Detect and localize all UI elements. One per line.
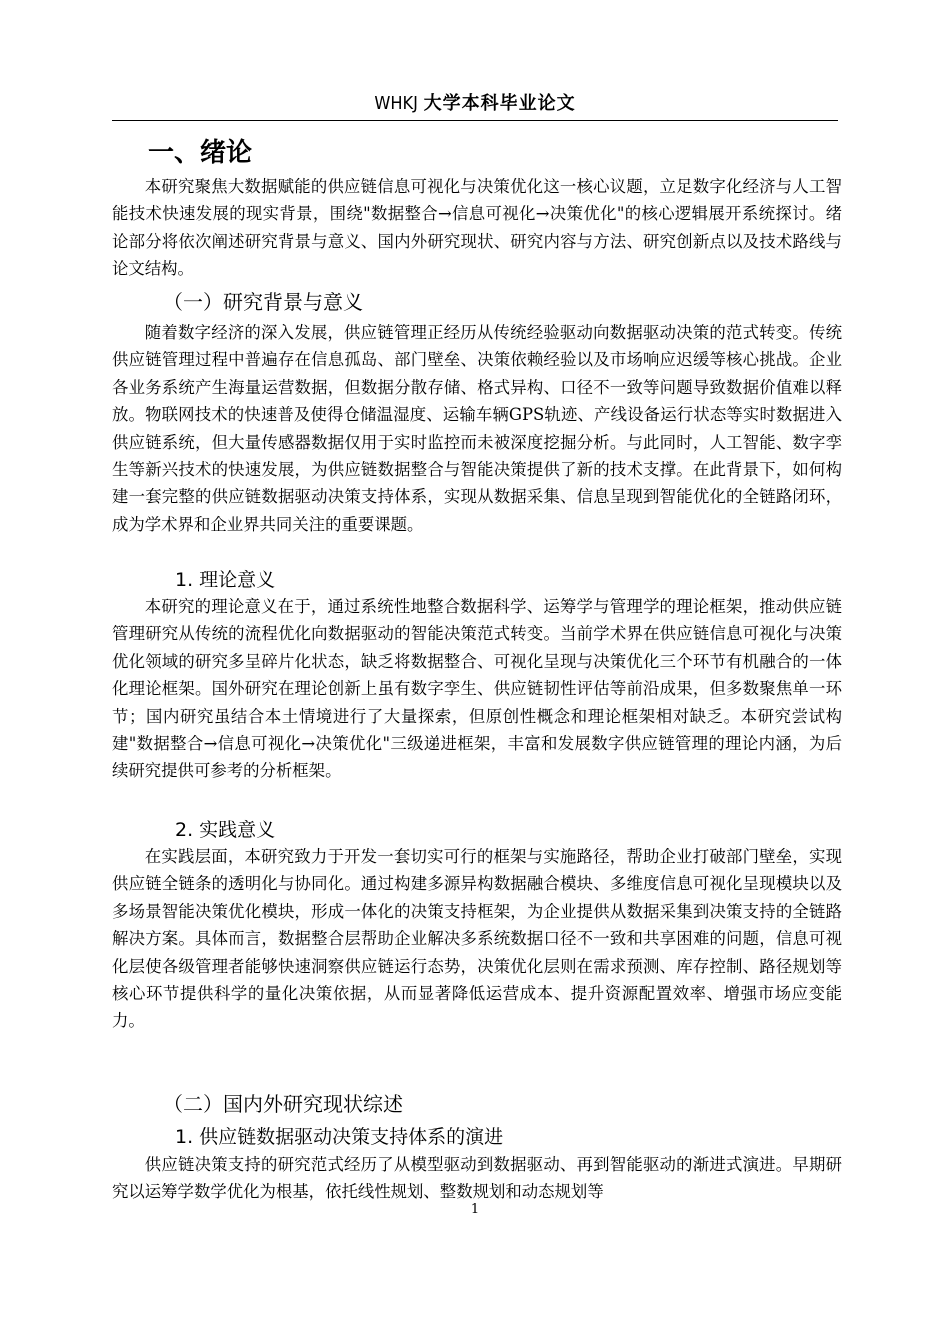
- page-header: [112, 88, 838, 121]
- section-2-title: （二）国内外研究现状综述: [163, 1092, 403, 1116]
- section-1-sub2-title: 2. 实践意义: [175, 819, 276, 841]
- section-1-sub2-paragraph-text: 在实践层面，本研究致力于开发一套切实可行的框架与实施路径，帮助企业打破部门壁垒，实现供应链全链条的透明化与协同化。通过构建多源异构数据融合模块、多维度信息可视化呈现模块以及多场景智能决策优化模块，形成一体化的决策支持框架，为企业提供从数据采集到决策支持的全链路解决方案。具体而言，数据整合层帮助企业解决多系统数据口径不一致和共享困难的问题，信息可视化层使各级管理者能够快速洞察供应链运行态势，决策优化层则在需求预测、库存控制、路径规划等核心环节提供科学的量化决策依据，从而显著降低运营成本、提升资源配置效率、增强市场应变能力。: [112, 847, 842, 1031]
- page-number: 1: [470, 1202, 480, 1217]
- intro-paragraph: [112, 173, 842, 283]
- section-2-sub1-title: 1. 供应链数据驱动决策支持体系的演进: [175, 1126, 504, 1148]
- section-1-sub2-paragraph: [112, 843, 842, 1035]
- intro-paragraph-text: 本研究聚焦大数据赋能的供应链信息可视化与决策优化这一核心议题，立足数字化经济与人工智能技术快速发展的现实背景，围绕"数据整合→信息可视化→决策优化"的核心逻辑展开系统探讨。绪论部分将依次阐述研究背景与意义、国内外研究现状、研究内容与方法、研究创新点以及技术路线与论文结构。: [112, 177, 842, 279]
- section-1-sub1-title: 1. 理论意义: [175, 569, 276, 591]
- header-title: 大学本科毕业论文: [423, 93, 576, 114]
- section-1-paragraph-text: 随着数字经济的深入发展，供应链管理正经历从传统经验驱动向数据驱动决策的范式转变。传统供应链管理过程中普遍存在信息孤岛、部门壁垒、决策依赖经验以及市场响应迟缓等核心挑战。企业各业务系统产生海量运营数据，但数据分散存储、格式异构、口径不一致等问题导致数据价值难以释放。物联网技术的快速普及使得仓储温湿度、运输车辆GPS轨迹、产线设备运行状态等实时数据进入供应链系统，但大量传感器数据仅用于实时监控而未被深度挖掘分析。与此同时，人工智能、数字孪生等新兴技术的快速发展，为供应链数据整合与智能决策提供了新的技术支撑。在此背景下，如何构建一套完整的供应链数据驱动决策支持体系，实现从数据采集、信息呈现到智能优化的全链路闭环，成为学术界和企业界共同关注的重要课题。: [112, 323, 842, 534]
- section-1-paragraph: [112, 319, 842, 538]
- section-1-title: （一）研究背景与意义: [163, 290, 363, 314]
- section-2-sub1-paragraph-text: 供应链决策支持的研究范式经历了从模型驱动到数据驱动、再到智能驱动的渐进式演进。早期研究以运筹学数学优化为根基，依托线性规划、整数规划和动态规划等: [112, 1155, 842, 1202]
- chapter-title: 一、绪论: [148, 138, 253, 168]
- section-1-sub1-paragraph: [112, 593, 842, 785]
- section-2-sub1-paragraph: [112, 1151, 842, 1206]
- section-1-sub1-paragraph-text: 本研究的理论意义在于，通过系统性地整合数据科学、运筹学与管理学的理论框架，推动供应链管理研究从传统的流程优化向数据驱动的智能决策范式转变。当前学术界在供应链信息可视化与决策优化领域的研究多呈碎片化状态，缺乏将数据整合、可视化呈现与决策优化三个环节有机融合的一体化理论框架。国外研究在理论创新上虽有数字孪生、供应链韧性评估等前沿成果，但多数聚焦单一环节；国内研究虽结合本土情境进行了大量探索，但原创性概念和理论框架相对缺乏。本研究尝试构建"数据整合→信息可视化→决策优化"三级递进框架，丰富和发展数字供应链管理的理论内涵，为后续研究提供可参考的分析框架。: [112, 597, 842, 781]
- header-brand: WHKJ: [374, 93, 418, 114]
